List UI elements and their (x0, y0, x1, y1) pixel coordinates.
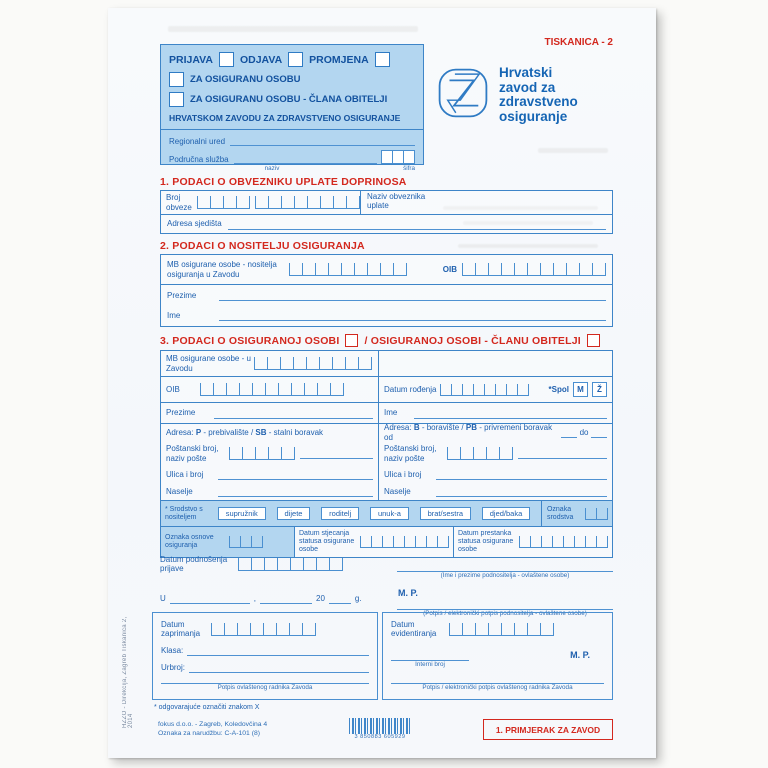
spol-z-checkbox[interactable]: Ž (592, 382, 607, 397)
godina-input[interactable] (329, 593, 351, 604)
section2-box (160, 254, 613, 327)
boravak-do-input[interactable] (591, 427, 607, 438)
ulica-p-label: Ulica i broj (166, 469, 204, 479)
ulica-p-input[interactable] (218, 469, 373, 480)
datum-stjecanja-label: Datum stjecanja statusa osigurane osobe (299, 530, 355, 553)
prezime-nositelja-input[interactable] (219, 290, 606, 301)
datum-rodjenja-label: Datum rođenja (384, 384, 437, 394)
naselje-b-input[interactable] (436, 486, 607, 497)
datum-evidentiranja-label: Datum evidentiranja (391, 620, 437, 639)
spol-m-checkbox[interactable]: M (573, 382, 588, 397)
broj-obveze-cells-2[interactable] (255, 196, 360, 209)
podrucna-sluzba-input[interactable] (234, 153, 377, 164)
office-recorded-box (382, 612, 613, 700)
broj-obveze-cells-1[interactable] (197, 196, 250, 209)
section3-title (160, 334, 600, 347)
za-clana-obitelji-checkbox[interactable] (169, 92, 184, 107)
footnote: * odgovarajuće označiti znakom X (154, 704, 260, 711)
interni-broj-input[interactable] (391, 650, 469, 661)
printer-info: fokus d.o.o. - Zagreb, Koledovčina 4 Oznaka za narudžbu: C-A-101 (8) (158, 721, 268, 738)
urbroj-label: Urbroj: (161, 663, 186, 673)
klasa-input[interactable] (187, 645, 369, 656)
edition-side-note: HZZO - Direkcija, Zagreb Tiskanica 2, 2014 (122, 616, 134, 728)
postanski-b-cells[interactable] (447, 447, 513, 460)
za-clana-obitelji-label: ZA OSIGURANU OSOBU - ČLANA OBITELJI (190, 94, 388, 105)
broj-obveze-label: Broj obveze (166, 193, 192, 212)
mb-osobe-cells[interactable] (254, 357, 372, 370)
ulica-b-input[interactable] (436, 469, 607, 480)
promjena-label: PROMJENA (309, 53, 369, 66)
postanski-b-input[interactable] (518, 448, 607, 459)
oib-osobe-label: OIB (166, 384, 180, 394)
mb-nositelja-label: MB osigurane osobe - nositelja osiguranja u Zavodu (167, 260, 277, 279)
addressee-label: HRVATSKOM ZAVODU ZA ZDRAVSTVENO OSIGURANJE (169, 113, 401, 123)
section3-title-a: 3. PODACI O OSIGURANOJ OSOBI (160, 334, 340, 347)
datum-evidentiranja-cells[interactable] (449, 623, 554, 636)
prezime-nositelja-label: Prezime (167, 290, 197, 300)
mp-mark-office: M. P. (570, 650, 590, 661)
hzzo-logo-icon (436, 66, 490, 120)
section1-title: 1. PODACI O OBVEZNIKU UPLATE DOPRINOSA (160, 176, 407, 188)
clan-obitelji-checkbox[interactable] (587, 334, 600, 347)
adresa-b-label: Adresa: B - boravište / PB - privremeni boravak od (384, 423, 553, 442)
copy-stamp: 1. PRIMJERAK ZA ZAVOD (483, 719, 613, 740)
radnik-el-signature-caption: Potpis / elektronički potpis ovlaštenog radnika Zavoda (422, 684, 573, 692)
ime-nositelja-label: Ime (167, 310, 181, 320)
datum-podnosenja-cells[interactable] (238, 558, 343, 571)
naselje-p-label: Naselje (166, 486, 193, 496)
oib-nositelja-cells[interactable] (462, 263, 606, 276)
section3-box (160, 350, 613, 558)
oznaka-osnove-cells[interactable] (229, 536, 263, 548)
submission-area (160, 555, 613, 617)
g-label: g. (354, 593, 362, 603)
boravak-od-input[interactable] (561, 427, 577, 438)
oznaka-srodstva-cells[interactable] (585, 508, 608, 520)
mb-nositelja-cells[interactable] (289, 263, 407, 276)
oznaka-srodstva-label: Oznaka srodstva (546, 505, 574, 521)
datum-rodjenja-cells[interactable] (440, 384, 529, 396)
adresa-sjedista-label: Adresa sjedišta (167, 219, 222, 229)
ulica-b-label: Ulica i broj (384, 469, 422, 479)
regionalni-ured-input[interactable] (230, 135, 415, 146)
section1-box (160, 190, 613, 234)
prezime-osobe-input[interactable] (214, 408, 373, 419)
show-through-artifact (168, 26, 418, 32)
hzzo-brand (436, 66, 578, 124)
promjena-checkbox[interactable] (375, 52, 390, 67)
adresa-p-label: Adresa: P - prebivalište / SB - stalni boravak (166, 427, 324, 437)
form-number-label: TISKANICA - 2 (544, 37, 613, 48)
section3-title-b: / OSIGURANOJ OSOBI - ČLANU OBITELJI (364, 334, 581, 347)
datum-podnosenja-label: Datum podnošenja prijave (160, 555, 228, 574)
prijava-checkbox[interactable] (219, 52, 234, 67)
srodstvo-supruznik-option[interactable]: supružnik (218, 507, 266, 520)
podrucna-sluzba-label: Područna služba (169, 154, 229, 164)
srodstvo-label: * Srodstvo s nositeljem (165, 505, 203, 521)
podnositelj-signature-input[interactable] (397, 599, 613, 610)
klasa-label: Klasa: (161, 646, 184, 656)
naziv-sublabel: naziv (264, 165, 280, 172)
oib-osobe-cells[interactable] (200, 383, 344, 396)
boravak-do-label: do (579, 427, 589, 437)
prezime-osobe-label: Prezime (166, 408, 196, 418)
naziv-obveznika-label: Naziv obveznika uplate (367, 191, 426, 211)
datum-zaprimanja-label: Datum zaprimanja (161, 620, 201, 639)
barcode (348, 718, 412, 740)
section2-title: 2. PODACI O NOSITELJU OSIGURANJA (160, 240, 365, 252)
postanski-p-input[interactable] (300, 448, 373, 459)
oib-nositelja-label: OIB (442, 264, 457, 274)
ime-osobe-input[interactable] (414, 408, 607, 419)
oznaka-osnove-label: Oznaka osnove osiguranja (165, 534, 214, 549)
office-received-box (152, 612, 378, 700)
radnik-el-signature-input[interactable] (391, 673, 604, 684)
za-osiguranu-osobu-label: ZA OSIGURANU OSOBU (190, 74, 301, 85)
sifra-cells[interactable] (382, 150, 415, 164)
podnositelj-name-caption: (Ime i prezime podnositelja - ovlaštene osobe) (440, 572, 570, 579)
naselje-p-input[interactable] (218, 486, 373, 497)
postanski-b-label: Poštanski broj, naziv pošte (384, 444, 437, 463)
mp-mark: M. P. (398, 588, 418, 598)
urbroj-input[interactable] (189, 662, 369, 673)
sifra-sublabel: šifra (403, 165, 415, 172)
radnik-signature-caption: Potpis ovlaštenog radnika Zavoda (217, 684, 313, 692)
postanski-p-label: Poštanski broj, naziv pošte (166, 444, 219, 463)
podnositelj-name-input[interactable] (397, 561, 613, 572)
srodstvo-roditelj-option[interactable]: roditelj (321, 507, 359, 520)
odjava-label: ODJAVA (239, 53, 283, 66)
spol-label: *Spol (548, 384, 569, 394)
srodstvo-unuk-option[interactable]: unuk-a (370, 507, 409, 520)
ime-osobe-label: Ime (384, 408, 398, 418)
u-label: U (160, 593, 166, 603)
hzzo-name: Hrvatski zavod za zdravstveno osiguranje (499, 65, 578, 124)
mjesto-input[interactable] (170, 593, 250, 604)
srodstvo-djed-baka-option[interactable]: djed/baka (482, 507, 531, 520)
comma-label: , (253, 593, 257, 603)
interni-broj-caption: Interni broj (415, 661, 445, 669)
barcode-bars (349, 718, 411, 734)
year-20-label: 20 (316, 593, 325, 603)
datum-prestanka-cells[interactable] (519, 536, 608, 548)
form-paper (108, 8, 656, 758)
datum-stjecanja-cells[interactable] (360, 536, 449, 548)
ime-nositelja-input[interactable] (219, 310, 606, 321)
regionalni-ured-label: Regionalni ured (169, 136, 226, 146)
srodstvo-brat-sestra-option[interactable]: brat/sestra (420, 507, 471, 520)
za-osiguranu-osobu-checkbox[interactable] (169, 72, 184, 87)
odjava-checkbox[interactable] (288, 52, 303, 67)
application-type-box (160, 44, 424, 172)
osigurana-osoba-checkbox[interactable] (345, 334, 358, 347)
naselje-b-label: Naselje (384, 486, 411, 496)
radnik-signature-input[interactable] (161, 673, 369, 684)
prijava-label: PRIJAVA (169, 53, 213, 66)
datum-input[interactable] (260, 593, 312, 604)
podnositelj-signature-caption: (Potpis / elektronički potpis podnositelja - ovlaštene osobe) (423, 610, 587, 617)
footer (152, 716, 613, 750)
datum-zaprimanja-cells[interactable] (211, 623, 316, 636)
postanski-p-cells[interactable] (229, 447, 295, 460)
barcode-digits: 3 850883 605929 (354, 734, 406, 740)
srodstvo-dijete-option[interactable]: dijete (277, 507, 311, 520)
show-through-artifact (458, 244, 598, 248)
adresa-sjedista-input[interactable] (228, 219, 606, 230)
datum-prestanka-label: Datum prestanka statusa osigurane osobe (458, 530, 514, 553)
show-through-artifact (538, 148, 608, 153)
mb-osobe-label: MB osigurane osobe - u Zavodu (166, 354, 251, 373)
divider (161, 129, 423, 130)
